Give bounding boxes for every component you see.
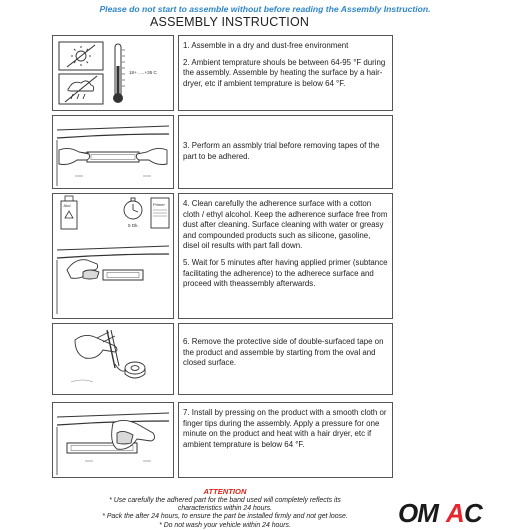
no-rain-icon <box>65 76 97 102</box>
step-5-instruction: 5. Wait for 5 minutes after having applied primer (subtance facilitating the adherence) to the adherece surface and proceed with theassembly afterwards. <box>183 257 388 289</box>
cleaning-hand-icon <box>67 260 99 279</box>
step-row-3 <box>52 193 393 319</box>
warning-banner: Please do not start to assemble without before reading the Assembly Instruction. <box>99 4 431 14</box>
step-row-1 <box>52 35 393 111</box>
alcohol-bottle-icon <box>61 196 77 229</box>
attention-line: * Pack the after 24 hours, to ensure the part be installed firmly and not get loose. <box>102 513 348 521</box>
stopwatch-icon <box>124 198 142 219</box>
sun-icon <box>67 45 95 67</box>
attention-title: ATTENTION <box>203 487 247 496</box>
step-text-7 <box>178 402 393 478</box>
step-text-1 <box>178 35 393 111</box>
right-hand-icon <box>136 148 167 164</box>
timer-label: 5 Dk. <box>128 223 139 228</box>
step-3-instruction: 3. Perform an assmbly trial before removing tapes of the part to be adhered. <box>183 141 380 161</box>
step-2-instruction: 2. Ambient temprature shouls be between 64-95 °F during the assembly. Assemble by heating the surface by a hair-dryer, etc if ambient temprature is below 64 °F. <box>183 57 386 88</box>
bottle-label: Alkol <box>63 204 71 208</box>
thermometer-icon <box>113 44 125 103</box>
thermometer-label: 18+ .....+35 C <box>129 70 157 75</box>
step-text-4-5 <box>178 193 393 319</box>
attention-line: characteristics within 24 hours. <box>177 505 273 513</box>
svg-text:C: C <box>464 501 483 525</box>
step-4-instruction: 4. Clean carefully the adherence surface with a cotton cloth / ethyl alcohol. Keep the adherence surface free from dust after cleaning. Surface cleaning with water or greasy and compounded products such as silicone, gasoline, disel oil results with part fall down. <box>183 199 388 251</box>
step-1-instruction: 1. Assemble in a dry and dust-free environment <box>183 41 349 50</box>
primer-can-icon <box>151 198 169 228</box>
attention-notes <box>40 497 410 530</box>
step-row-4 <box>52 323 393 395</box>
trial-fit-illustration <box>52 115 174 189</box>
step-row-5 <box>52 402 393 478</box>
primer-label: Primer <box>153 202 165 207</box>
omac-logo <box>396 501 526 525</box>
environment-illustration <box>52 35 174 111</box>
svg-text:OM: OM <box>398 501 438 525</box>
tape-removal-illustration <box>52 323 174 395</box>
step-6-instruction: 6. Remove the protective side of double-surfaced tape on the product and assemble by starting from the oval and closed surface. <box>183 337 384 368</box>
svg-text:A: A <box>446 501 465 525</box>
attention-line: * Use carefully the adhered part for the band used will completely reflects its <box>109 497 341 504</box>
page-title: ASSEMBLY INSTRUCTION <box>150 15 310 29</box>
cleaning-illustration <box>52 193 174 319</box>
step-row-2 <box>52 115 393 189</box>
tape-roll-icon <box>125 362 145 378</box>
left-hand-icon <box>59 148 90 164</box>
pressing-illustration <box>52 402 174 478</box>
step-text-6 <box>178 323 393 395</box>
step-text-3 <box>178 115 393 189</box>
step-7-instruction: 7. Install by pressing on the product with a smooth cloth or finger tips during the assembly. Apply a pressure for one minute on the product and heat with a hair dryer, etc if ambient temprature is below 64 °F. <box>183 408 387 449</box>
attention-line: * Do not wash your vehicle within 24 hours. <box>159 521 291 529</box>
